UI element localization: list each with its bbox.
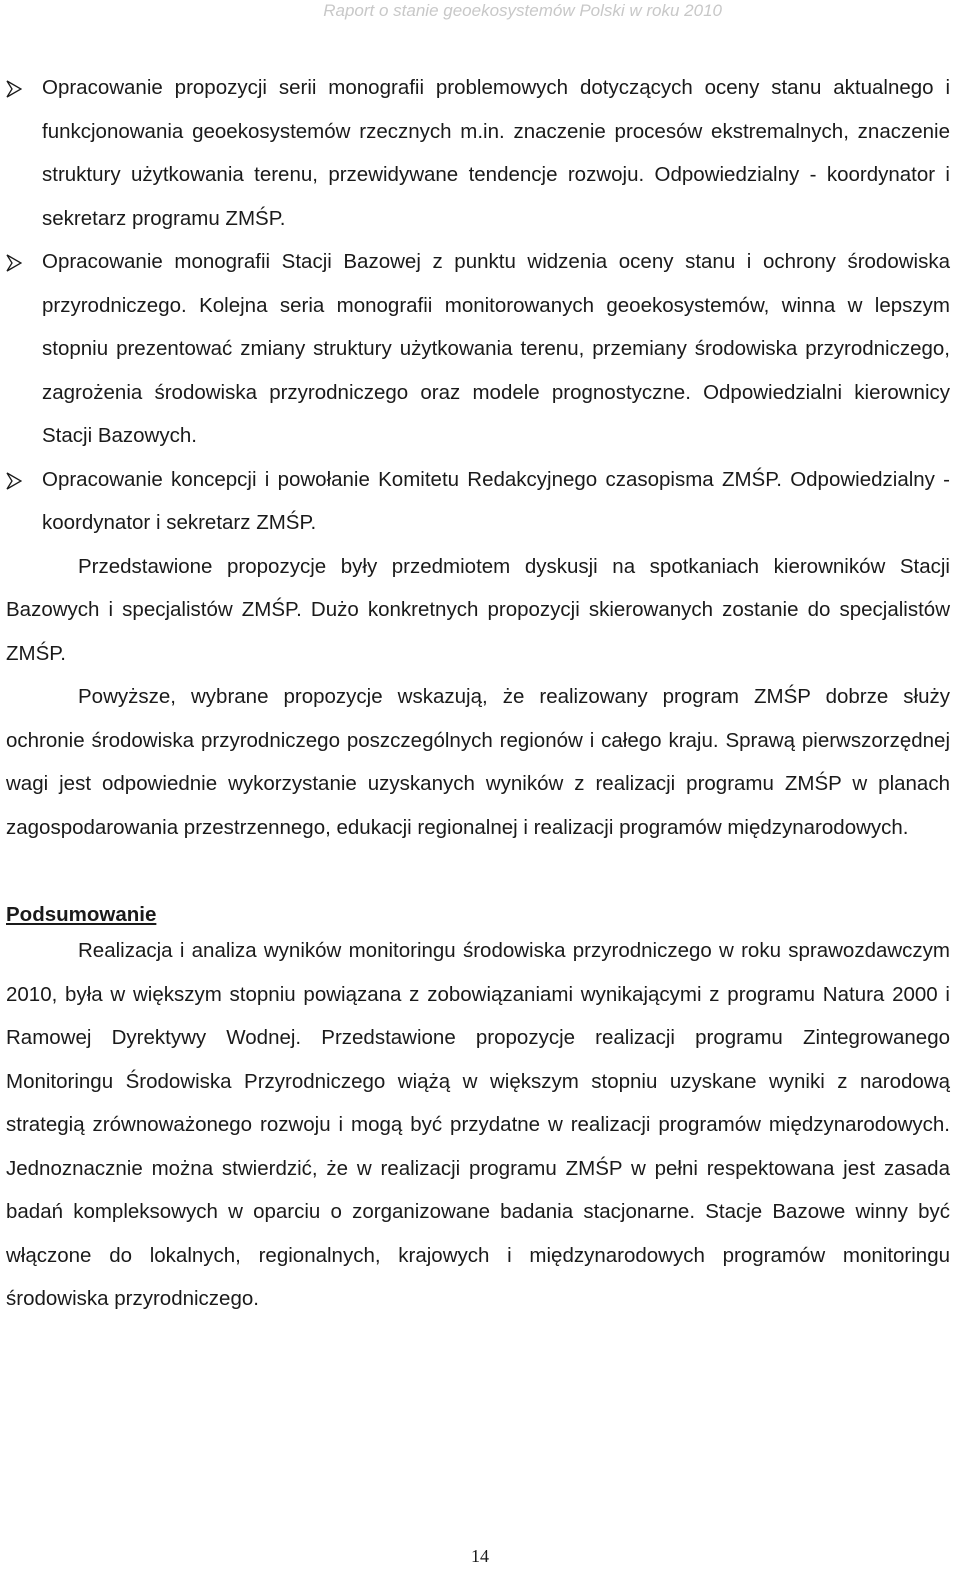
page-body <box>6 66 950 1321</box>
arrowhead-bullet-icon <box>6 80 22 98</box>
bullet-item <box>6 240 950 458</box>
bullet-item <box>6 458 950 545</box>
body-paragraph: Przedstawione propozycje były przedmiotem dyskusji na spotkaniach kierowników Stacji Bazowych i specjalistów ZMŚP. Dużo konkretnych propozycji skierowanych zostanie do specjalistów ZMŚP. <box>6 554 950 665</box>
bullet-text: Opracowanie koncepcji i powołanie Komitetu Redakcyjnego czasopisma ZMŚP. Odpowiedzialny - koordynator i sekretarz ZMŚP. <box>42 467 950 534</box>
section-heading: Podsumowanie <box>6 903 157 926</box>
arrowhead-bullet-icon <box>6 254 22 272</box>
arrowhead-bullet-icon <box>6 472 22 490</box>
summary-paragraph: Realizacja i analiza wyników monitoringu środowiska przyrodniczego w roku sprawozdawczym 2010, była w większym stopniu powiązana z zobowiązaniami wynikającymi z programu Natura 2000 i Ramowej Dyrektywy Wodnej. Przedstawione propozycje realizacji programu Zintegrowanego Monitoringu Środowiska Przyrodniczego wiążą w większym stopniu uzyskane wyniki z narodową strategią zrównoważonego rozwoju i mogą być przydatne w realizacji programów międzynarodowych. Jednoznacznie można stwierdzić, że w realizacji programu ZMŚP w pełni respektowana jest zasada badań kompleksowych w oparciu o zorganizowane badania stacjonarne. Stacje Bazowe winny być włączone do lokalnych, regionalnych, krajowych i międzynarodowych programów monitoringu środowiska przyrodniczego. <box>6 939 950 1310</box>
body-paragraph: Powyższe, wybrane propozycje wskazują, że realizowany program ZMŚP dobrze służy ochronie środowiska przyrodniczego poszczególnych regionów i całego kraju. Sprawą pierwszorzędnej wagi jest odpowiednie wykorzystanie uzyskanych wyników z realizacji programu ZMŚP w planach zagospodarowania przestrzennego, edukacji regionalnej i realizacji programów międzynarodowych. <box>6 685 950 839</box>
page-number: 14 <box>471 1546 489 1566</box>
bullet-item <box>6 66 950 240</box>
bullet-text: Opracowanie monografii Stacji Bazowej z punktu widzenia oceny stanu i ochrony środowiska przyrodniczego. Kolejna seria monografii monitorowanych geoekosystemów, winna w lepszym stopniu prezentować zmiany struktury użytkowania terenu, przemiany środowiska przyrodniczego, zagrożenia środowiska przyrodniczego oraz modele prognostyczne. Odpowiedzialni kierownicy Stacji Bazowych. <box>42 250 950 447</box>
running-header: Raport o stanie geoekosystemów Polski w roku 2010 <box>323 1 722 20</box>
bullet-text: Opracowanie propozycji serii monografii problemowych dotyczących oceny stanu aktualnego i funkcjonowania geoekosystemów rzecznych m.in. znaczenie procesów ekstremalnych, znaczenie struktury użytkowania terenu, przewidywane tendencje rozwoju. Odpowiedzialny - koordynator i sekretarz programu ZMŚP. <box>42 76 950 230</box>
